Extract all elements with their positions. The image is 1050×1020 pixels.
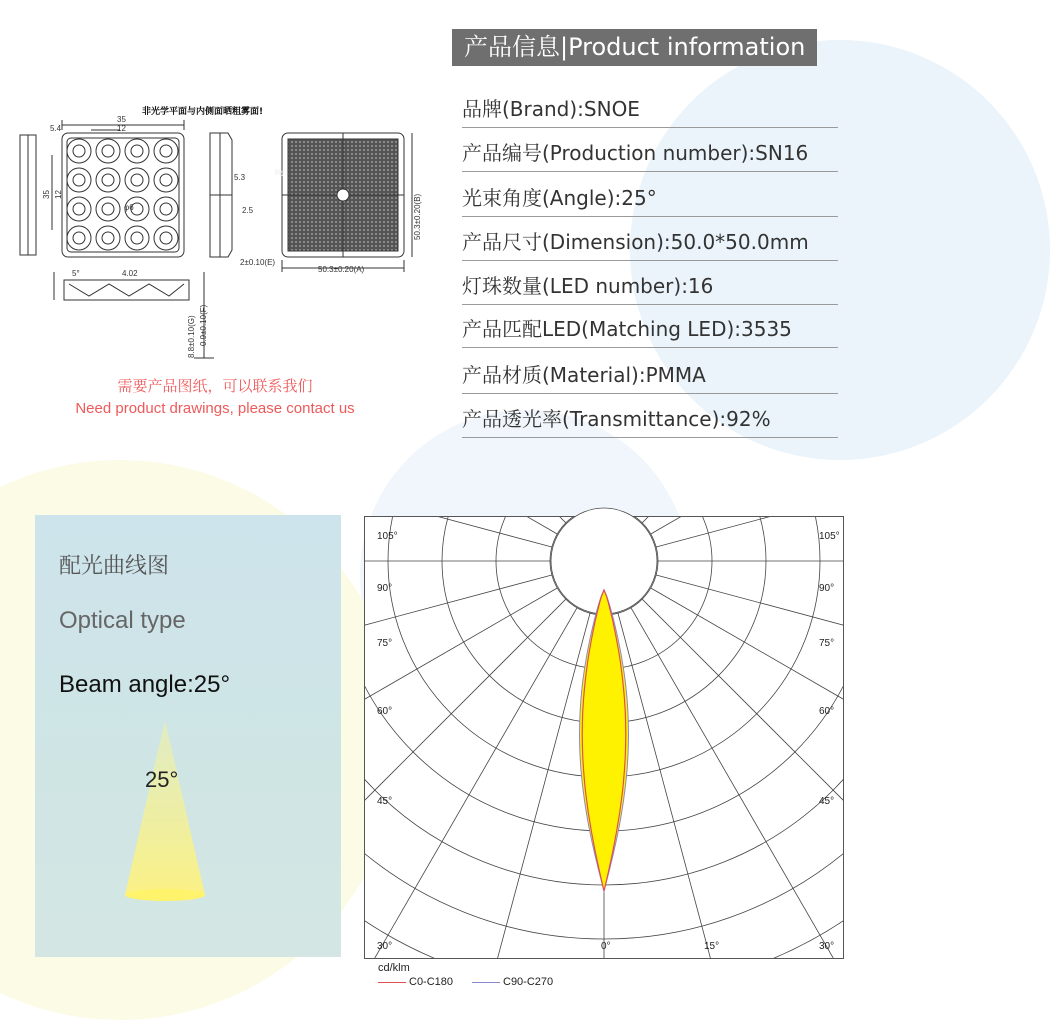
legend-unit: cd/klm: [378, 962, 410, 974]
angle-label-right: 75°: [819, 638, 835, 649]
angle-label-bottom: 0°: [601, 941, 611, 952]
info-row-led-number: 灯珠数量(LED number):16: [462, 260, 838, 305]
legend-label: C90-C270: [503, 976, 554, 988]
angle-label-right: 45°: [819, 796, 835, 807]
technical-drawing: [14, 100, 422, 370]
grid-spoke: [651, 588, 1050, 911]
beam-lobe-c0: [582, 590, 626, 891]
info-row-product-number: 产品编号(Production number):SN16: [462, 127, 838, 172]
legend-item: [472, 976, 553, 988]
lens-outer: [67, 139, 91, 163]
info-row-angle: 光束角度(Angle):25°: [462, 172, 838, 217]
info-row-material: 产品材质(Material):PMMA: [462, 349, 838, 394]
angle-label-right: 30°: [819, 941, 835, 952]
grid-spoke: [656, 575, 1050, 742]
legend-item: [378, 976, 453, 988]
dim-label: 8.8±0.10(G): [187, 315, 196, 358]
dim-label: 50.3±0.20(A): [318, 265, 365, 274]
contact-en: Need product drawings, please contact us: [75, 400, 355, 417]
lens-outer: [154, 168, 178, 192]
dim-label: φ6: [124, 203, 134, 212]
lens-inner: [131, 232, 143, 244]
dim-label: 35: [117, 115, 126, 124]
drawing-note: 非光学平面与内侧面晒粗雾面!: [142, 107, 264, 117]
lens-inner: [102, 232, 114, 244]
grid-spoke: [618, 613, 785, 1020]
lens-inner: [131, 174, 143, 186]
section-view: [64, 280, 189, 300]
angle-label-left: 30°: [377, 941, 393, 952]
lens-inner: [73, 145, 85, 157]
dim-label: φ6: [273, 165, 286, 179]
angle-label-bottom: 15°: [704, 941, 720, 952]
grid-spoke: [642, 599, 1050, 1020]
beam-angle-label: Beam angle:25°: [59, 671, 231, 698]
dim-label: 0.9±0.10(F): [199, 304, 208, 346]
dim-label: 5.3: [234, 173, 246, 182]
lens-inner: [160, 145, 172, 157]
lens-outer: [125, 139, 149, 163]
angle-label-left: 105°: [377, 531, 398, 542]
optical-panel: [35, 515, 341, 957]
angle-label-right: 60°: [819, 706, 835, 717]
lens-inner: [160, 232, 172, 244]
front-view: [62, 133, 184, 257]
angle-label-left: 60°: [377, 706, 393, 717]
beam-angle-value: 25°: [145, 767, 179, 792]
lens-inner: [160, 174, 172, 186]
angle-label-left: 90°: [377, 583, 393, 594]
info-row-transmittance: 产品透光率(Transmittance):92%: [462, 393, 838, 438]
polar-chart-svg: [365, 517, 843, 958]
dim-label: 4.02: [122, 269, 138, 278]
info-row-brand: 品牌(Brand):SNOE: [462, 83, 838, 128]
contact-cn: 需要产品图纸，可以联系我们: [117, 378, 313, 395]
legend-swatch: [472, 982, 500, 983]
lens-outer: [154, 226, 178, 250]
lens-inner: [102, 145, 114, 157]
lens-inner: [160, 203, 172, 215]
dim-label: 5°: [72, 269, 80, 278]
dim-label: 35: [42, 190, 51, 199]
lens-outer: [154, 197, 178, 221]
contact-note: [40, 376, 390, 420]
lens-outer: [67, 226, 91, 250]
lens-outer: [96, 168, 120, 192]
lens-outer: [96, 226, 120, 250]
info-row-dimension: 产品尺寸(Dimension):50.0*50.0mm: [462, 216, 838, 261]
lens-inner: [73, 203, 85, 215]
lens-inner: [131, 145, 143, 157]
dim-label: 2.5: [242, 206, 254, 215]
angle-label-left: 45°: [377, 796, 393, 807]
lens-inner: [73, 232, 85, 244]
lens-inner: [73, 174, 85, 186]
dim-label: 12: [117, 124, 126, 133]
optical-title-en: Optical type: [59, 607, 186, 634]
grid-spoke: [423, 613, 590, 1020]
lens-inner: [102, 203, 114, 215]
lens-outer: [96, 197, 120, 221]
optical-title-cn: 配光曲线图: [59, 554, 170, 579]
beam-cone-icon: [115, 720, 215, 910]
info-row-matching-led: 产品匹配LED(Matching LED):3535: [462, 303, 838, 348]
lens-inner: [102, 174, 114, 186]
angle-label-right: 105°: [819, 531, 840, 542]
dim-label: 12: [54, 190, 63, 199]
lens-outer: [125, 168, 149, 192]
lens-outer: [96, 139, 120, 163]
legend-swatch: [378, 982, 406, 983]
lens-outer: [125, 226, 149, 250]
legend-label: C0-C180: [409, 976, 454, 988]
lens-outer: [67, 197, 91, 221]
dim-label: 5.4: [50, 124, 62, 133]
polar-chart: [364, 516, 844, 959]
dim-label: 2±0.10(E): [240, 258, 276, 267]
lens-outer: [154, 139, 178, 163]
angle-label-right: 90°: [819, 583, 835, 594]
angle-label-left: 75°: [377, 638, 393, 649]
dim-label: 50.3±0.20(B): [413, 193, 422, 240]
product-info-title: 产品信息|Product information: [452, 29, 817, 66]
lens-outer: [67, 168, 91, 192]
